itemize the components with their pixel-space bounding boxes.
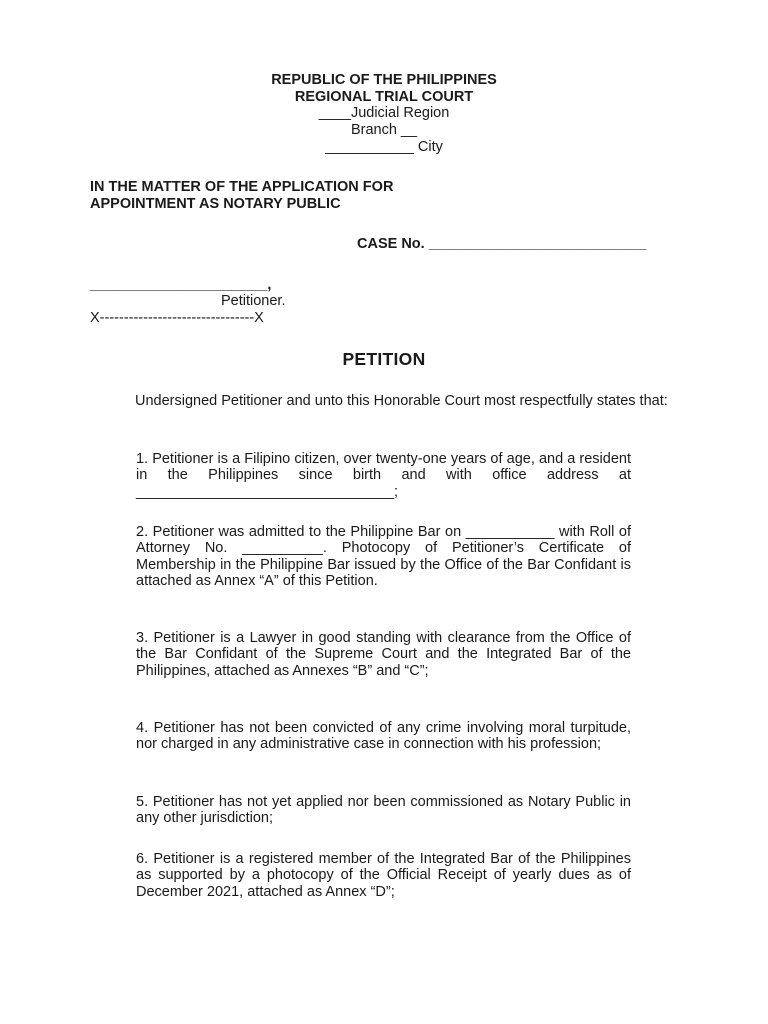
matter-line-1: IN THE MATTER OF THE APPLICATION FOR	[90, 179, 394, 195]
caption-republic: REPUBLIC OF THE PHILIPPINES	[271, 72, 497, 88]
paragraph-4: 4. Petitioner has not been convicted of any crime involving moral turpitude, nor charged in any administrative case in connection with his profession;	[136, 720, 631, 753]
paragraph-5: 5. Petitioner has not yet applied nor been commissioned as Notary Public in any other jurisdiction;	[136, 794, 631, 827]
petitioner-name-blank: ______________________,	[90, 277, 272, 293]
intro-paragraph: Undersigned Petitioner and unto this Honorable Court most respectfully states that:	[135, 393, 668, 409]
document-title: PETITION	[342, 349, 426, 369]
case-number: CASE No. ___________________________	[357, 236, 647, 252]
paragraph-1: 1. Petitioner is a Filipino citizen, over twenty-one years of age, and a resident in the Philippines since birth and with office address at ________________________________;	[136, 451, 631, 500]
petitioner-label: Petitioner.	[221, 293, 286, 309]
paragraph-3: 3. Petitioner is a Lawyer in good standing with clearance from the Office of the Bar Confidant of the Supreme Court and the Integrated Bar of the Philippines, attached as Annexes “B” and “C”;	[136, 630, 631, 679]
caption-city: ___________ City	[325, 139, 443, 155]
paragraph-2: 2. Petitioner was admitted to the Philippine Bar on ___________ with Roll of Attorney No. __________. Photocopy of Petitioner’s Certificate of Membership in the Philippine Bar issued by the Office of the Bar Confidant is attached as Annex “A” of this Petition.	[136, 524, 631, 590]
caption-judicial-region: ____Judicial Region	[318, 105, 450, 121]
paragraph-6: 6. Petitioner is a registered member of the Integrated Bar of the Philippines as supported by a photocopy of the Official Receipt of yearly dues as of December 2021, attached as Annex “D”;	[136, 851, 631, 900]
caption-separator: X--------------------------------X	[90, 310, 264, 326]
caption-branch: Branch __	[350, 122, 418, 138]
matter-line-2: APPOINTMENT AS NOTARY PUBLIC	[90, 196, 341, 212]
caption-court: REGIONAL TRIAL COURT	[294, 89, 474, 105]
